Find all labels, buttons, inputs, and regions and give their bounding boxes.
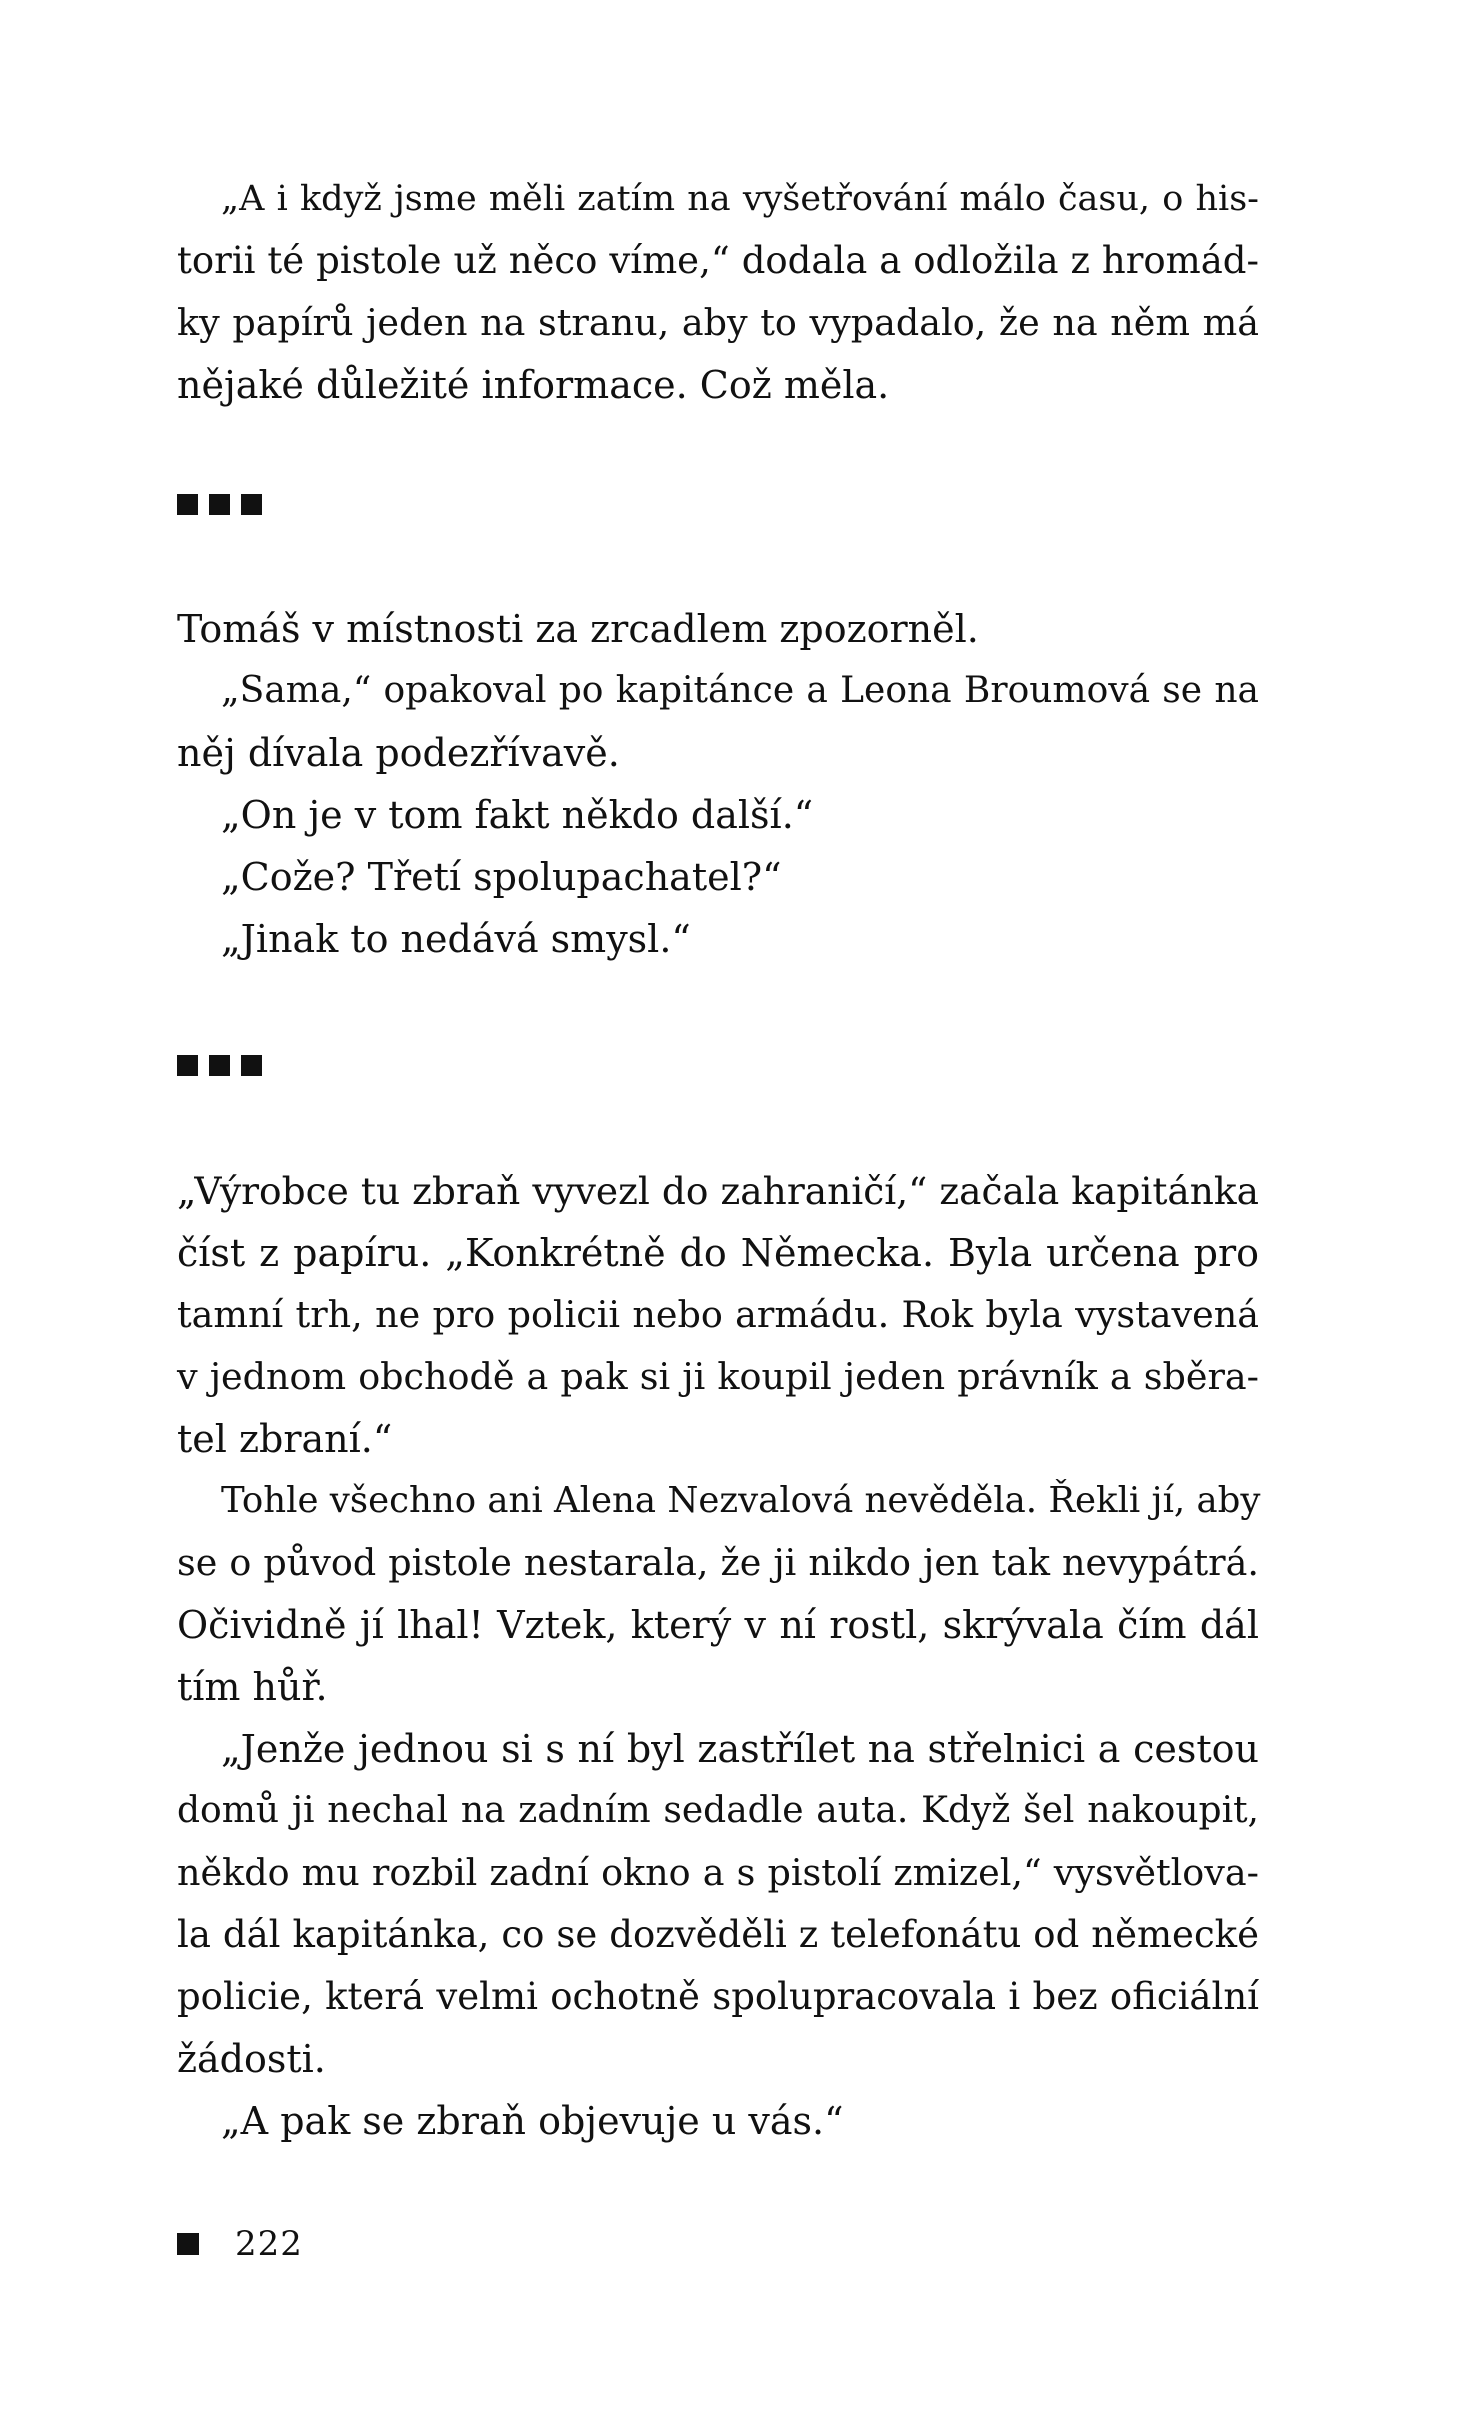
text-line: nějaké důležité informace. Což měla. <box>177 363 890 407</box>
text-line: „Sama,“ opakoval po kapitánce a Leona Broumová se na <box>221 670 1259 711</box>
paragraph-block-1 <box>177 168 1259 416</box>
text-line: tím hůř. <box>177 1665 328 1709</box>
footer-square-icon <box>177 2233 199 2255</box>
separator-square <box>241 494 262 515</box>
separator-square <box>177 1055 198 1076</box>
text-line: tel zbraní.“ <box>177 1417 393 1461</box>
text-line: Očividně jí lhal! Vztek, který v ní rostl, skrývala čím dál <box>177 1603 1259 1647</box>
text-line: policie, která velmi ochotně spolupracovala i bez oficiální <box>177 1975 1259 2018</box>
page-number: 222 <box>235 2224 303 2264</box>
text-line: něj dívala podezřívavě. <box>177 731 620 775</box>
text-line: „On je v tom fakt někdo další.“ <box>221 793 814 837</box>
text-line: Tohle všechno ani Alena Nezvalová nevěděla. Řekli jí, aby <box>221 1480 1261 1521</box>
text-line: „Výrobce tu zbraň vyvezl do zahraničí,“ začala kapitánka <box>177 1169 1259 1213</box>
text-line: domů ji nechal na zadním sedadle auta. Když šel nakoupit, <box>177 1790 1259 1831</box>
separator-square <box>177 494 198 515</box>
text-line: „A pak se zbraň objevuje u vás.“ <box>221 2099 844 2143</box>
paragraph-block-2 <box>177 598 1259 970</box>
text-line: se o původ pistole nestarala, že ji nikdo jen tak nevypátrá. <box>177 1541 1259 1584</box>
text-line: v jednom obchodě a pak si ji koupil jeden právník a sběra- <box>177 1355 1259 1398</box>
text-line: torii té pistole už něco víme,“ dodala a odložila z hromád- <box>177 239 1259 282</box>
paragraph-block-3 <box>177 1160 1259 2152</box>
text-line: „A i když jsme měli zatím na vyšetřování málo času, o his- <box>221 179 1259 219</box>
text-line: někdo mu rozbil zadní okno a s pistolí zmizel,“ vysvětlova- <box>177 1851 1259 1894</box>
page-footer <box>177 2224 303 2264</box>
text-line: žádosti. <box>177 2037 326 2081</box>
separator-square <box>241 1055 262 1076</box>
separator-square <box>209 1055 230 1076</box>
section-separator <box>177 494 262 516</box>
text-line: „Cože? Třetí spolupachatel?“ <box>221 855 782 899</box>
text-line: „Jenže jednou si s ní byl zastřílet na střelnici a cestou <box>221 1727 1259 1771</box>
text-line: Tomáš v místnosti za zrcadlem zpozorněl. <box>177 607 979 651</box>
separator-square <box>209 494 230 515</box>
text-line: ky papírů jeden na stranu, aby to vypadalo, že na něm má <box>177 301 1259 344</box>
text-line: tamní trh, ne pro policii nebo armádu. Rok byla vystavená <box>177 1293 1259 1336</box>
section-separator <box>177 1055 262 1077</box>
text-line: la dál kapitánka, co se dozvěděli z telefonátu od německé <box>177 1913 1259 1956</box>
text-line: číst z papíru. „Konkrétně do Německa. Byla určena pro <box>177 1231 1259 1275</box>
text-line: „Jinak to nedává smysl.“ <box>221 917 691 961</box>
